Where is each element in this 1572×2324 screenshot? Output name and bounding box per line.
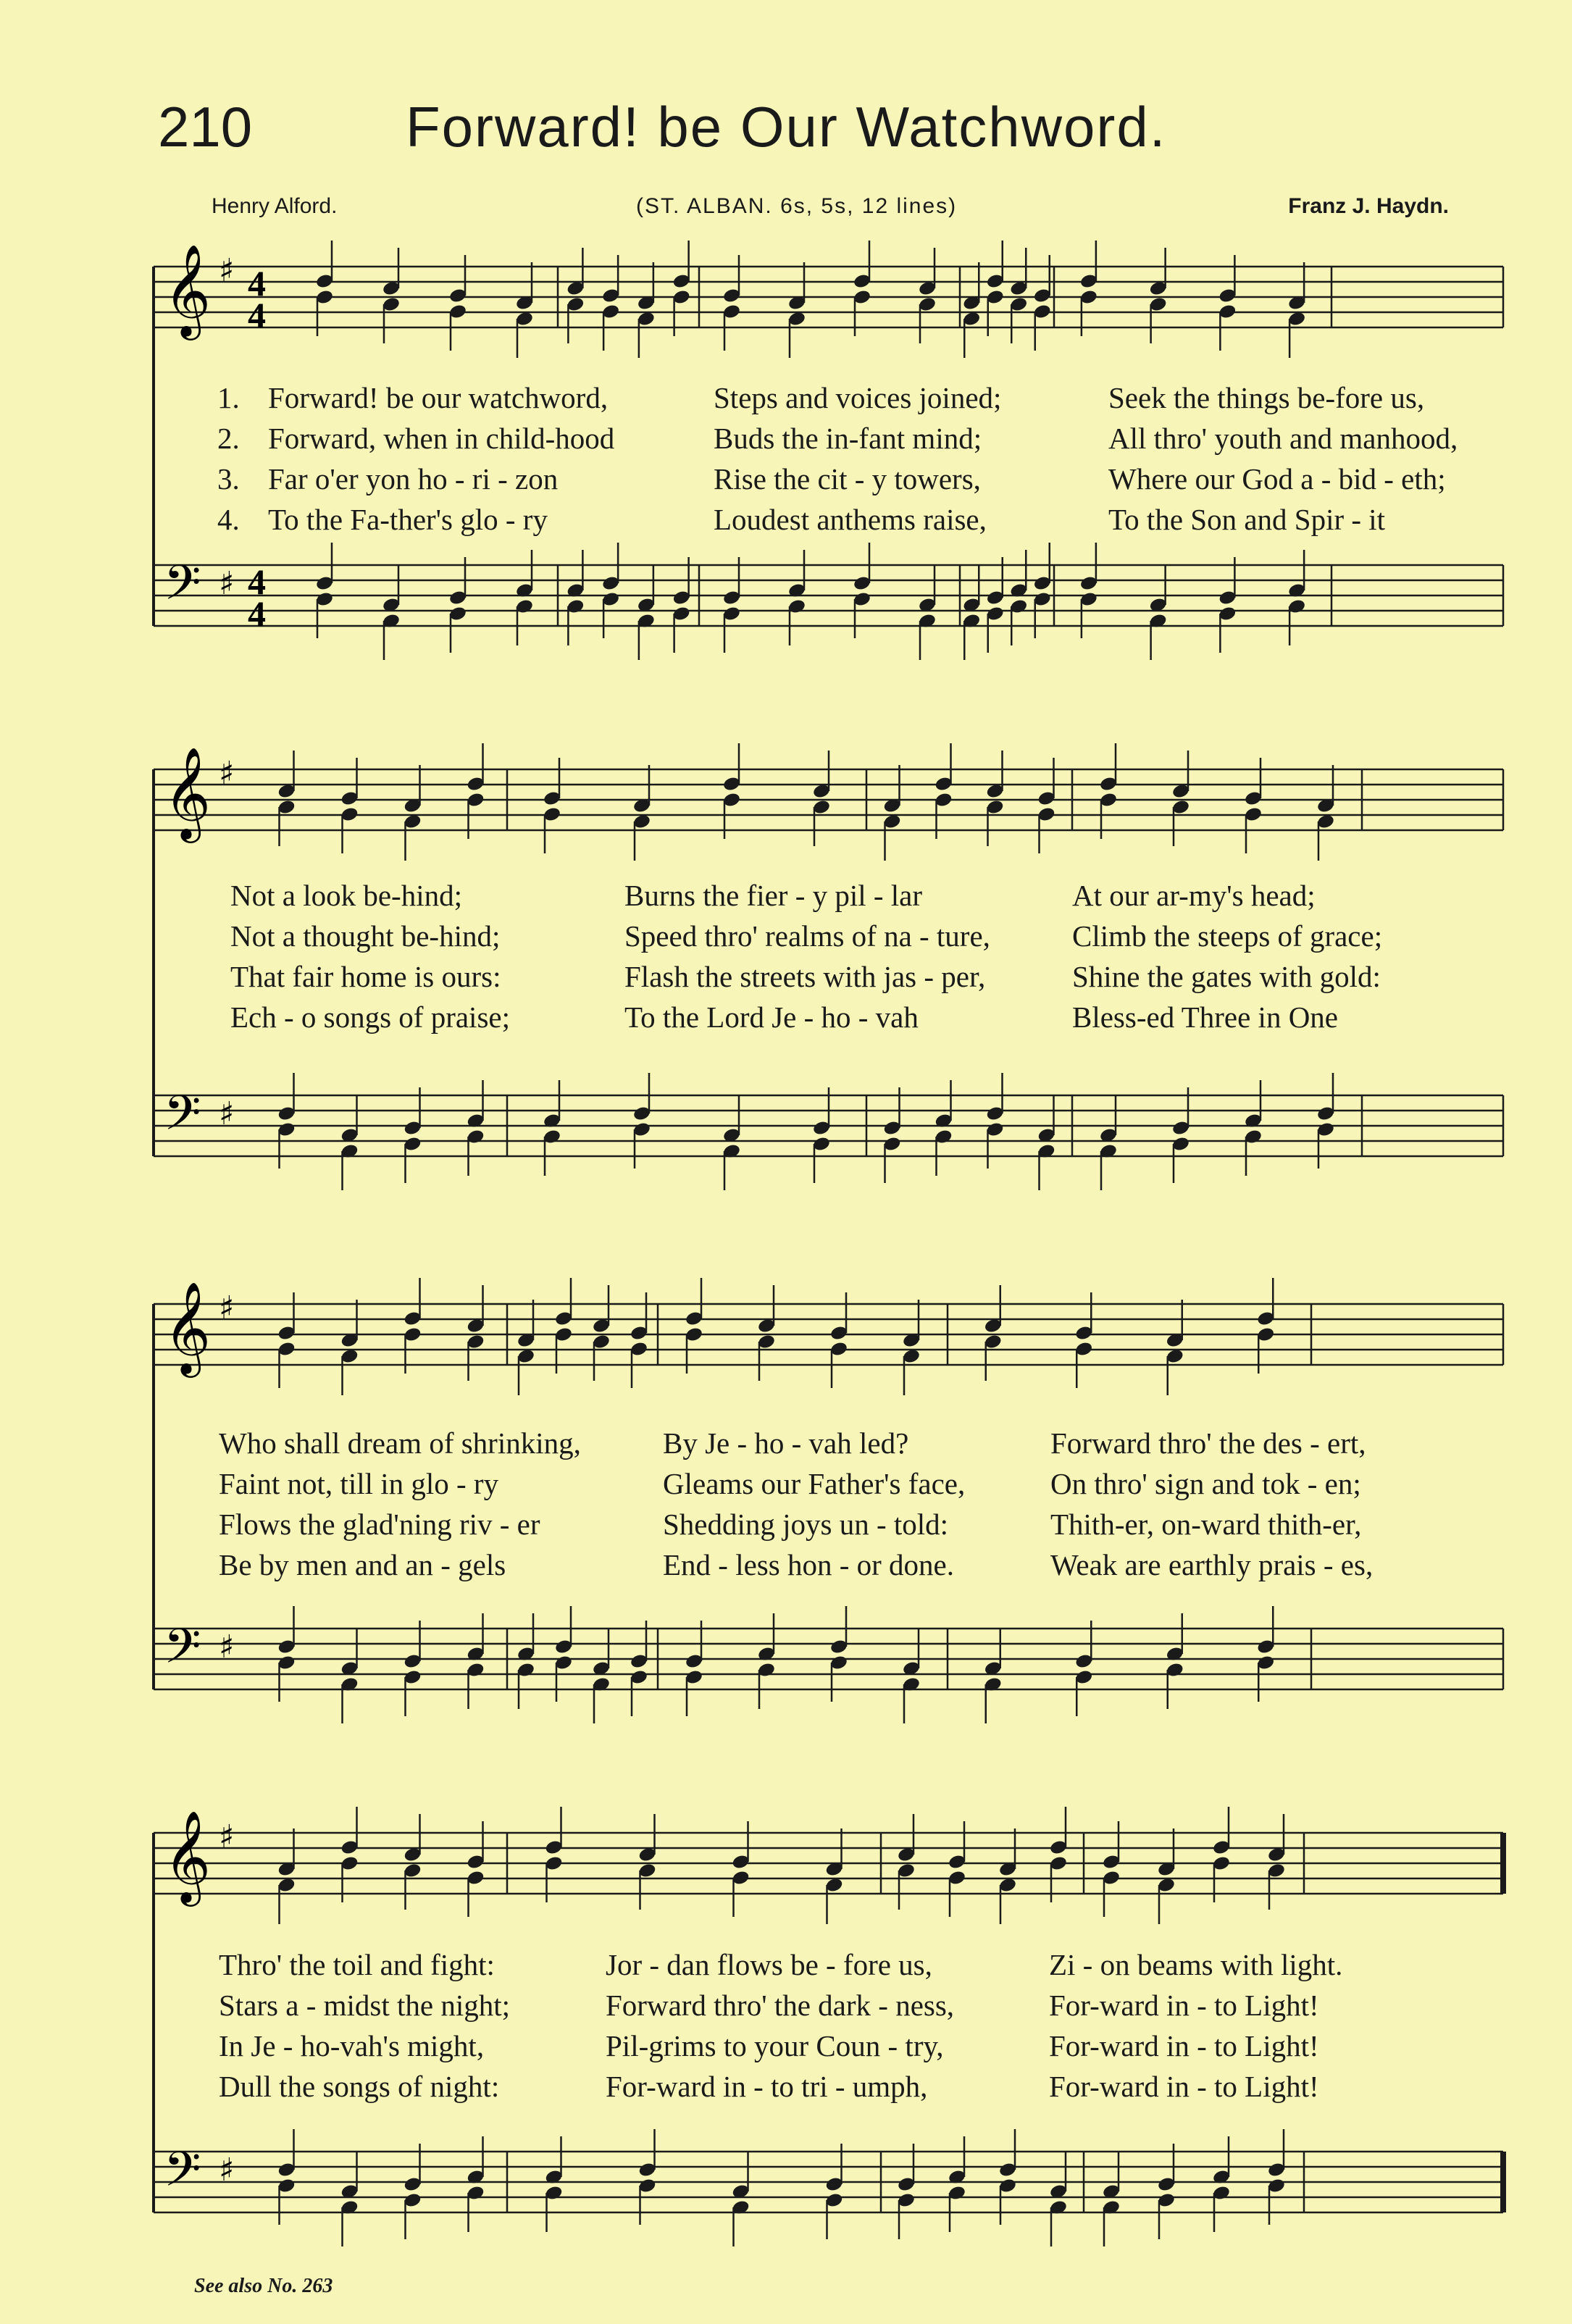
lyric-line — [0, 2069, 1572, 2110]
lyric-phrase: Climb the steeps of grace; — [1072, 919, 1383, 953]
lyric-phrase: 3. — [217, 462, 240, 496]
lyric-phrase: 1. — [217, 381, 240, 414]
lyric-phrase: Where our God a - bid - eth; — [1108, 462, 1446, 496]
time-signature: 4 — [248, 593, 266, 634]
lyric-phrase: Flows the glad'ning riv - er — [219, 1508, 540, 1541]
hymn-number: 210 — [158, 95, 253, 159]
lyric-phrase: Jor - dan flows be - fore us, — [606, 1948, 932, 1981]
lyric-phrase: Pil-grims to your Coun - try, — [606, 2029, 944, 2062]
lyric-phrase: For-ward in - to Light! — [1049, 1989, 1319, 2022]
lyric-phrase: By Je - ho - vah led? — [663, 1426, 909, 1460]
lyric-phrase: Shedding joys un - told: — [663, 1508, 949, 1541]
footnote: See also No. 263 — [194, 2275, 333, 2297]
time-signature: 4 — [248, 561, 266, 602]
lyric-line — [0, 421, 1572, 461]
lyric-phrase: Shine the gates with gold: — [1072, 960, 1381, 993]
hymn-author: Henry Alford. — [212, 194, 338, 218]
time-signature: 4 — [248, 263, 266, 304]
lyric-phrase: Forward thro' the dark - ness, — [606, 1989, 955, 2022]
treble-clef-icon: 𝄞 — [164, 1810, 212, 1902]
lyric-phrase: Seek the things be-fore us, — [1108, 381, 1425, 414]
lyric-phrase: Speed thro' realms of na - ture, — [624, 919, 990, 953]
lyric-phrase: Forward! be our watchword, — [268, 381, 609, 414]
lyric-line — [0, 502, 1572, 543]
lyric-line — [0, 1000, 1572, 1040]
sharp-icon: ♯ — [219, 1290, 235, 1326]
lyric-line — [0, 1947, 1572, 1988]
lyric-line — [0, 1466, 1572, 1507]
sharp-icon: ♯ — [219, 1095, 235, 1132]
lyric-phrase: All thro' youth and manhood, — [1108, 422, 1458, 455]
lyric-line — [0, 461, 1572, 502]
lyric-line — [0, 919, 1572, 959]
sharp-icon: ♯ — [219, 1629, 235, 1665]
lyric-phrase: Flash the streets with jas - per, — [624, 960, 986, 993]
bass-clef-icon: 𝄢 — [164, 2141, 201, 2209]
lyric-line — [0, 878, 1572, 919]
lyric-phrase: Rise the cit - y towers, — [714, 462, 981, 496]
lyric-phrase: Forward, when in child-hood — [268, 422, 615, 455]
lyric-phrase: Burns the fier - y pil - lar — [624, 879, 923, 912]
treble-clef-icon: 𝄞 — [164, 746, 212, 839]
lyric-phrase: Who shall dream of shrinking, — [219, 1426, 581, 1460]
tune-name: (ST. ALBAN. 6s, 5s, 12 lines) — [636, 194, 958, 218]
lyric-phrase: On thro' sign and tok - en; — [1050, 1467, 1361, 1500]
lyric-line — [0, 1507, 1572, 1547]
lyric-phrase: Ech - o songs of praise; — [230, 1000, 510, 1034]
lyric-phrase: In Je - ho-vah's might, — [219, 2029, 485, 2062]
hymn-title: Forward! be Our Watchword. — [406, 95, 1167, 159]
lyric-line — [0, 1988, 1572, 2028]
lyric-phrase: Loudest anthems raise, — [714, 503, 987, 536]
lyric-phrase: To the Lord Je - ho - vah — [624, 1000, 919, 1034]
lyric-line — [0, 959, 1572, 1000]
lyric-line — [0, 2028, 1572, 2069]
bass-clef-icon: 𝄢 — [164, 555, 201, 622]
sharp-icon: ♯ — [219, 252, 235, 289]
sharp-icon: ♯ — [219, 755, 235, 792]
bass-clef-icon: 𝄢 — [164, 1085, 201, 1153]
lyric-phrase: Weak are earthly prais - es, — [1050, 1548, 1374, 1581]
lyric-line — [0, 1547, 1572, 1588]
hymn-composer: Franz J. Haydn. — [1288, 194, 1449, 218]
lyric-phrase: Thro' the toil and fight: — [219, 1948, 495, 1981]
lyric-phrase: Not a thought be-hind; — [230, 919, 501, 953]
treble-clef-icon: 𝄞 — [164, 243, 212, 336]
lyric-phrase: For-ward in - to Light! — [1049, 2029, 1319, 2062]
lyric-phrase: Dull the songs of night: — [219, 2070, 500, 2103]
lyric-phrase: For-ward in - to tri - umph, — [606, 2070, 928, 2103]
sharp-icon: ♯ — [219, 2152, 235, 2189]
treble-clef-icon: 𝄞 — [164, 1281, 212, 1374]
lyric-phrase: Bless-ed Three in One — [1072, 1000, 1338, 1034]
lyric-phrase: For-ward in - to Light! — [1049, 2070, 1319, 2103]
lyric-phrase: To the Fa-ther's glo - ry — [268, 503, 548, 536]
lyric-line — [0, 380, 1572, 421]
lyric-phrase: That fair home is ours: — [230, 960, 501, 993]
sharp-icon: ♯ — [219, 1818, 235, 1855]
lyric-line — [0, 1426, 1572, 1466]
lyric-phrase: Not a look be-hind; — [230, 879, 462, 912]
lyric-phrase: To the Son and Spir - it — [1108, 503, 1386, 536]
lyric-phrase: Stars a - midst the night; — [219, 1989, 510, 2022]
time-signature: 4 — [248, 295, 266, 335]
lyric-phrase: Forward thro' the des - ert, — [1050, 1426, 1366, 1460]
lyric-phrase: Steps and voices joined; — [714, 381, 1002, 414]
lyric-phrase: End - less hon - or done. — [663, 1548, 954, 1581]
lyric-phrase: 2. — [217, 422, 240, 455]
lyric-phrase: Faint not, till in glo - ry — [219, 1467, 499, 1500]
lyric-phrase: Gleams our Father's face, — [663, 1467, 966, 1500]
lyric-phrase: 4. — [217, 503, 240, 536]
lyric-phrase: Thith-er, on-ward thith-er, — [1050, 1508, 1362, 1541]
bass-clef-icon: 𝄢 — [164, 1618, 201, 1686]
lyric-phrase: Zi - on beams with light. — [1049, 1948, 1343, 1981]
lyric-phrase: At our ar-my's head; — [1072, 879, 1316, 912]
lyric-phrase: Be by men and an - gels — [219, 1548, 506, 1581]
sharp-icon: ♯ — [219, 565, 235, 602]
lyric-phrase: Buds the in-fant mind; — [714, 422, 982, 455]
lyric-phrase: Far o'er yon ho - ri - zon — [268, 462, 559, 496]
